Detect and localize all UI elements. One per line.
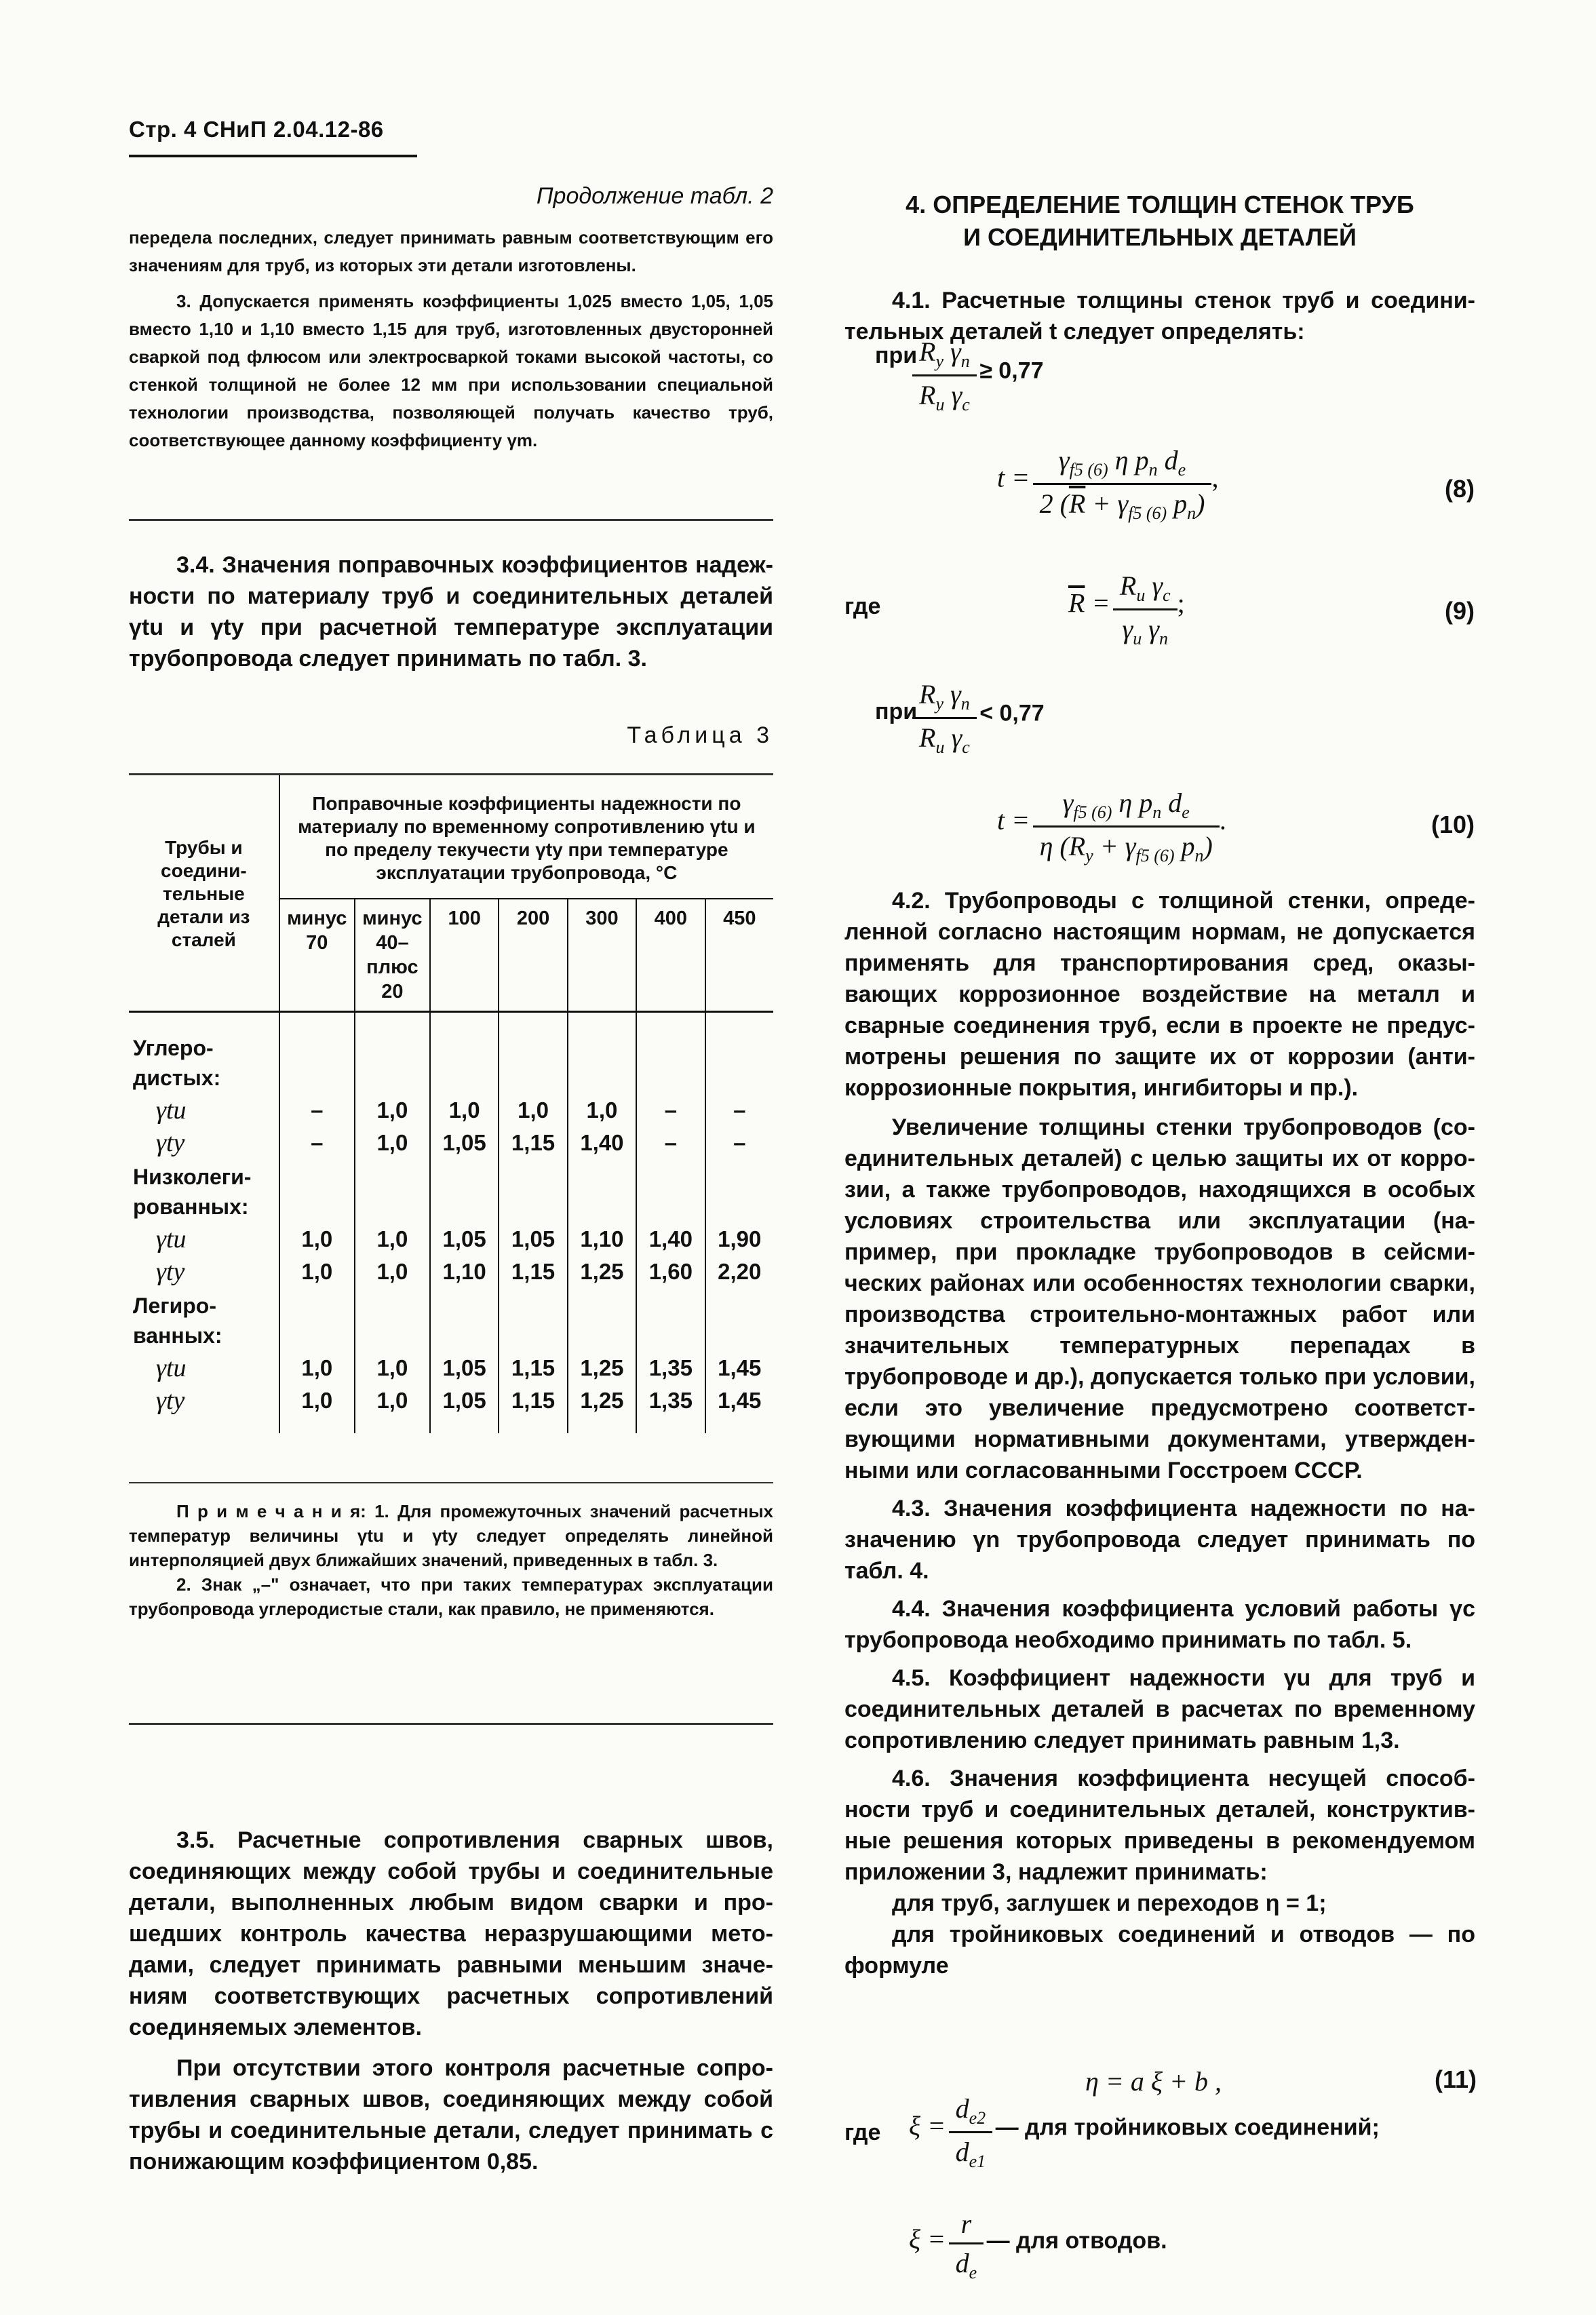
steel-group-label: Легированных: bbox=[129, 1288, 279, 1352]
table-cell: 1,45 bbox=[718, 1355, 762, 1380]
temp-header: 450 bbox=[705, 899, 773, 1012]
paragraph-4-6-c: для тройниковых соединений и отводов — по формуле bbox=[844, 1922, 1475, 1979]
table-row bbox=[129, 1352, 773, 1384]
temp-header: 100 bbox=[430, 899, 499, 1012]
table-cell: 1,45 bbox=[718, 1388, 762, 1413]
table-cell: 1,0 bbox=[279, 1352, 355, 1384]
table2-notes bbox=[129, 224, 773, 454]
coefficient-label: γty bbox=[129, 1384, 279, 1417]
table-cell: – bbox=[636, 1127, 705, 1159]
table-cell: 1,0 bbox=[430, 1094, 499, 1127]
gde-1: где bbox=[844, 594, 881, 619]
table-cell: 1,0 bbox=[355, 1094, 430, 1127]
note-3: 3. Допускается применять коэффициенты 1,025 вместо 1,05, 1,05 вместо 1,10 и 1,10 вместо 1,15 для труб, изготовленных двусторонней сваркой под флюсом или электросваркой токами высокой частоты, со стенкой толщиной не более 12 мм при использовании специальной технологии производства, позволяющей получать качество труб, соответствующее данному коэффициенту γm. bbox=[129, 291, 773, 450]
coefficient-label: γty bbox=[129, 1256, 279, 1288]
formula-9: $\overline{R}$ = $\frac{R_u \gamma_c}{\gamma_u \gamma_n}$ ; bbox=[1068, 570, 1185, 648]
paragraph-3-4: 3.4. Значения поправочных коэффициентов надежности по материалу труб и соединительных деталей γtu и γty при расчетной температуре эксплуатации трубопровода следует принимать по табл. 3. bbox=[129, 552, 773, 672]
equation-number-9: (9) bbox=[1445, 597, 1475, 625]
table-row bbox=[129, 1094, 773, 1127]
table-cell: – bbox=[279, 1094, 355, 1127]
table3-group-header: Поправочные коэффициенты надежности по материалу по временному сопротивлению γtu и по пределу текучести γty при температуре эксплуатации трубопровода, °С bbox=[279, 775, 773, 899]
table-cell: 1,05 bbox=[499, 1223, 567, 1256]
paragraph-3-5-b: При отсутствии этого контроля расчетные сопротивления сварных швов, соединяющих между собой трубы и соединительные детали, следует принимать с понижающим коэффициентом 0,85. bbox=[129, 2055, 773, 2175]
formula-xi-tee: ξ = $\frac{d_{e2}}{d_{e1}}$ — для тройниковых соединений; bbox=[909, 2093, 1380, 2171]
table-cell: – bbox=[279, 1127, 355, 1159]
table-cell: 1,0 bbox=[279, 1384, 355, 1417]
table-cell: 1,0 bbox=[568, 1094, 636, 1127]
table-cell: 1,15 bbox=[499, 1127, 567, 1159]
table-row bbox=[129, 1223, 773, 1256]
steel-group-label: Низколегированных: bbox=[129, 1159, 279, 1223]
coefficient-label: γtu bbox=[129, 1352, 279, 1384]
table-cell: 1,90 bbox=[718, 1226, 762, 1251]
table-cell: 1,35 bbox=[636, 1384, 705, 1417]
condition-1-value: ≥ 0,77 bbox=[979, 357, 1044, 384]
table-cell: 1,35 bbox=[636, 1352, 705, 1384]
table-cell: 1,10 bbox=[430, 1256, 499, 1288]
table-cell: 2,20 bbox=[718, 1259, 762, 1284]
header-rule bbox=[129, 155, 417, 157]
pri-1: при bbox=[875, 343, 918, 368]
divider bbox=[129, 519, 773, 521]
table-cell: 1,05 bbox=[430, 1223, 499, 1256]
coefficient-label: γtu bbox=[129, 1223, 279, 1256]
table-cell: 1,25 bbox=[568, 1256, 636, 1288]
table-cell: 1,40 bbox=[636, 1223, 705, 1256]
note-continued: передела последних, следует принимать равным соответствующим его значениям для труб, из которых эти детали изготовлены. bbox=[129, 227, 773, 275]
temp-header: 200 bbox=[499, 899, 567, 1012]
table-cell: 1,60 bbox=[636, 1256, 705, 1288]
table-row bbox=[129, 1127, 773, 1159]
table-cell: – bbox=[733, 1130, 746, 1155]
equation-number-10: (10) bbox=[1431, 811, 1475, 838]
table3-notes bbox=[129, 1499, 773, 1621]
paragraph-4-6-b: для труб, заглушек и переходов η = 1; bbox=[892, 1890, 1327, 1916]
table-cell: 1,10 bbox=[568, 1223, 636, 1256]
table-row bbox=[129, 1256, 773, 1288]
pri-2: при bbox=[875, 699, 918, 724]
page-header: Стр. 4 СНиП 2.04.12-86 bbox=[129, 117, 384, 142]
bend-description: — для отводов. bbox=[986, 2228, 1167, 2254]
section-4-title-line1: 4. ОПРЕДЕЛЕНИЕ ТОЛЩИН СТЕНОК ТРУБ bbox=[906, 191, 1414, 218]
table-cell: 1,15 bbox=[499, 1352, 567, 1384]
paragraph-4-1: 4.1. Расчетные толщины стенок труб и соединительных деталей t следует определять: bbox=[844, 288, 1475, 345]
formula-11: η = a ξ + b , bbox=[1085, 2066, 1222, 2097]
table-cell: 1,25 bbox=[568, 1352, 636, 1384]
table-bottom-rule bbox=[129, 1482, 773, 1483]
temp-header: 300 bbox=[568, 899, 636, 1012]
formula-xi-bend: ξ = $\frac{r}{d_e}$ — для отводов. bbox=[909, 2209, 1167, 2282]
paragraph-3-5: 3.5. Расчетные сопротивления сварных швов, соединяющих между собой трубы и соединительные детали, выполненных любым видом сварки и прошедших контроль качества неразрушающими методами, следует принимать равными меньшим значениям соответствующих расчетных сопротивлений соединяемых элементов. bbox=[129, 1827, 773, 2040]
table3-note-1: П р и м е ч а н и я: 1. Для промежуточных значений расчетных температур величины γtu и γty следует определять линейной интерполяцией двух ближайших значений, приведенных в табл. 3. bbox=[129, 1501, 773, 1570]
paragraph-4-6: 4.6. Значения коэффициента несущей способности труб и соединительных деталей, конструктивные решения которых приведены в рекомендуемом приложении 3, надлежит принимать: bbox=[844, 1766, 1475, 1885]
section-4-title bbox=[844, 189, 1475, 254]
condition-2: $\frac{R_y \gamma_n}{R_u \gamma_c}$ < 0,77 bbox=[912, 678, 1045, 758]
table-cell: – bbox=[733, 1097, 746, 1123]
continuation-label: Продолжение табл. 2 bbox=[536, 183, 773, 209]
divider bbox=[129, 1723, 773, 1725]
paragraph-4-2: 4.2. Трубопроводы с толщиной стенки, определенной согласно настоящим нормам, не допускается применять для транспортирования сред, оказывающих коррозионное воздействие на металл и сварные соединения труб, если в проекте не предусмотрены решения по защите их от коррозии (антикоррозионные покрытия, ингибиторы и пр.). bbox=[844, 888, 1475, 1101]
table-cell: 1,0 bbox=[355, 1223, 430, 1256]
temp-header: минус 70 bbox=[279, 899, 355, 1012]
equation-number-11: (11) bbox=[1435, 2065, 1477, 2093]
gde-2: где bbox=[844, 2120, 881, 2145]
table-cell: 1,15 bbox=[499, 1384, 567, 1417]
table-row bbox=[129, 1384, 773, 1417]
table-3 bbox=[129, 775, 773, 1433]
paragraph-4-4: 4.4. Значения коэффициента условий работы γc трубопровода необходимо принимать по табл. 5. bbox=[844, 1596, 1475, 1653]
table-cell: 1,40 bbox=[568, 1127, 636, 1159]
formula-8: t = $\frac{\gamma_{f5 (6)} \eta p_n d_e}{2 (\overline{R} + \gamma_{f5 (6)} p_n)}$ , bbox=[997, 445, 1219, 523]
table3-col1-header: Трубы и соединительные детали из сталей bbox=[129, 775, 279, 1012]
table-cell: 1,05 bbox=[430, 1127, 499, 1159]
table-cell: 1,25 bbox=[568, 1384, 636, 1417]
temp-header: 400 bbox=[636, 899, 705, 1012]
tee-description: — для тройниковых соединений; bbox=[995, 2114, 1380, 2141]
table-cell: 1,0 bbox=[279, 1223, 355, 1256]
temp-header: минус 40– плюс 20 bbox=[355, 899, 430, 1012]
steel-group-label: Углеродистых: bbox=[129, 1012, 279, 1095]
section-4-2 bbox=[844, 885, 1475, 1981]
condition-1: $\frac{R_y \gamma_n}{R_u \gamma_c}$ ≥ 0,77 bbox=[912, 336, 1043, 415]
table3-note-2: 2. Знак „–" означает, что при таких температурах эксплуатации трубопровода углеродистые стали, как правило, не применяются. bbox=[129, 1574, 773, 1619]
condition-2-value: < 0,77 bbox=[979, 700, 1045, 726]
equation-number-8: (8) bbox=[1445, 475, 1475, 503]
table-cell: 1,05 bbox=[430, 1352, 499, 1384]
paragraph-4-2-b: Увеличение толщины стенки трубопроводов (соединительных деталей) с целью защиты их от коррозии, а также трубопроводов, находящихся в особых условиях строительства или эксплуатации (например, при прокладке трубопроводов в сейсмических районах или особенностях технологии сварки, производства строительно-монтажных работ или значительных температурных перепадах в трубопроводе и др.), допускается только при условии, если это увеличение предусмотрено соответствующими нормативными документами, утвержденными или согласованными Госстроем СССР. bbox=[844, 1114, 1475, 1483]
table-cell: – bbox=[636, 1094, 705, 1127]
table-cell: 1,0 bbox=[499, 1094, 567, 1127]
paragraph-4-3: 4.3. Значения коэффициента надежности по назначению γn трубопровода следует принимать по табл. 4. bbox=[844, 1496, 1475, 1584]
section-4-title-line2: И СОЕДИНИТЕЛЬНЫХ ДЕТАЛЕЙ bbox=[963, 223, 1357, 251]
paragraph-4-5: 4.5. Коэффициент надежности γu для труб и соединительных деталей в расчетах по временному сопротивлению следует принимать равным 1,3. bbox=[844, 1665, 1475, 1753]
formula-10: t = $\frac{\gamma_{f5 (6)} \eta p_n d_e}{\eta (R_y + \gamma_{f5 (6)} p_n)}$ . bbox=[997, 787, 1226, 865]
table-cell: 1,0 bbox=[355, 1256, 430, 1288]
section-3-5 bbox=[129, 1825, 773, 2177]
table-cell: 1,0 bbox=[355, 1127, 430, 1159]
coefficient-label: γty bbox=[129, 1127, 279, 1159]
coefficient-label: γtu bbox=[129, 1094, 279, 1127]
table3-title: Таблица 3 bbox=[627, 722, 773, 748]
table-cell: 1,05 bbox=[430, 1384, 499, 1417]
table-cell: 1,0 bbox=[279, 1256, 355, 1288]
table-cell: 1,15 bbox=[499, 1256, 567, 1288]
table-cell: 1,0 bbox=[355, 1384, 430, 1417]
table-cell: 1,0 bbox=[355, 1352, 430, 1384]
